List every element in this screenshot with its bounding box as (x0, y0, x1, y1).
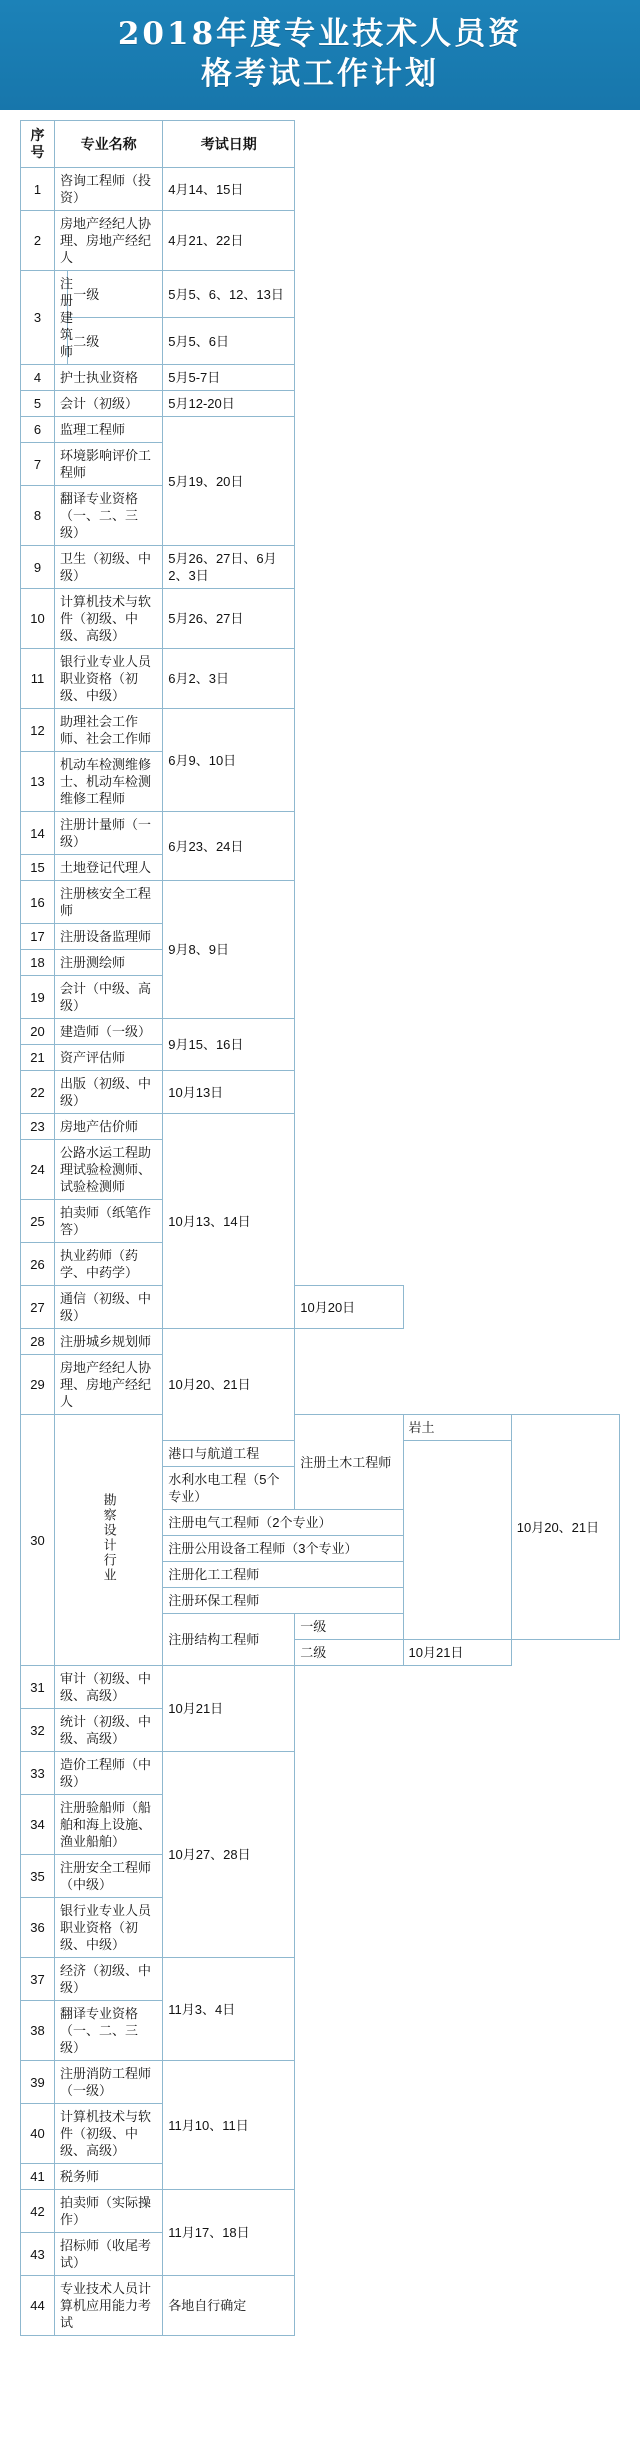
row-date: 9月15、16日 (163, 1019, 295, 1071)
row-name: 公路水运工程助理试验检测师、试验检测师 (55, 1140, 163, 1200)
row-name: 资产评估师 (55, 1045, 163, 1071)
row-date: 6月23、24日 (163, 812, 295, 881)
row-name: 注册安全工程师（中级） (55, 1855, 163, 1898)
row-name: 助理社会工作师、社会工作师 (55, 709, 163, 752)
table-row (21, 2104, 620, 2164)
row-name: 注册设备监理师 (55, 924, 163, 950)
table-row (21, 1019, 620, 1045)
row-no: 32 (21, 1709, 55, 1752)
row-name: 审计（初级、中级、高级） (55, 1666, 163, 1709)
row-date: 5月5、6日 (163, 318, 295, 365)
table-row (21, 1140, 620, 1200)
title-line-1: 2018年度专业技术人员资 (117, 16, 523, 52)
table-row (21, 211, 620, 271)
table-row (21, 1071, 620, 1114)
row-date: 10月20日 (295, 1286, 403, 1329)
row-name: 建造师（一级） (55, 1019, 163, 1045)
row-date: 11月17、18日 (163, 2190, 295, 2276)
row-no: 30 (21, 1415, 55, 1666)
row-name: 房地产估价师 (55, 1114, 163, 1140)
sub-level: 一级 (68, 271, 163, 318)
row-name: 执业药师（药学、中药学） (55, 1243, 163, 1286)
row-no: 17 (21, 924, 55, 950)
row-name: 计算机技术与软件（初级、中级、高级） (55, 589, 163, 649)
table-row (21, 1200, 620, 1243)
table-row (21, 2233, 620, 2276)
table-row (21, 2190, 620, 2233)
row-no: 8 (21, 486, 55, 546)
table-row (21, 417, 620, 443)
row-name: 经济（初级、中级） (55, 1958, 163, 2001)
row-name: 注册测绘师 (55, 950, 163, 976)
table-row (21, 1855, 620, 1898)
row-no: 40 (21, 2104, 55, 2164)
row-no: 9 (21, 546, 55, 589)
row-date: 6月2、3日 (163, 649, 295, 709)
table-row (21, 1286, 620, 1329)
row-no: 24 (21, 1140, 55, 1200)
row-no: 14 (21, 812, 55, 855)
row-no: 4 (21, 365, 55, 391)
row-date: 10月27、28日 (163, 1752, 295, 1958)
column-header-name: 专业名称 (55, 121, 163, 168)
row-name-wrap (55, 271, 163, 365)
row-date: 11月3、4日 (163, 1958, 295, 2061)
table-row (21, 1045, 620, 1071)
row-name: 卫生（初级、中级） (55, 546, 163, 589)
row-date: 4月14、15日 (163, 168, 295, 211)
sub-item: 注册化工工程师 (163, 1562, 403, 1588)
table-row (21, 1114, 620, 1140)
industry-label: 勘察设计行业 (55, 1415, 163, 1666)
row-no: 13 (21, 752, 55, 812)
row-name: 护士执业资格 (55, 365, 163, 391)
sub-item: 注册电气工程师（2个专业） (163, 1510, 403, 1536)
row-name: 翻译专业资格（一、二、三级） (55, 486, 163, 546)
row-date: 各地自行确定 (163, 2276, 295, 2336)
sub-item: 注册环保工程师 (163, 1588, 403, 1614)
row-no: 7 (21, 443, 55, 486)
row-no: 19 (21, 976, 55, 1019)
row-no: 23 (21, 1114, 55, 1140)
table-row (21, 1958, 620, 2001)
sub-item: 水利水电工程（5个专业） (163, 1467, 295, 1510)
row-no: 21 (21, 1045, 55, 1071)
row-no: 26 (21, 1243, 55, 1286)
table-row (21, 855, 620, 881)
table-row (21, 2164, 620, 2190)
table-row (21, 649, 620, 709)
table-row (21, 546, 620, 589)
row-name: 通信（初级、中级） (55, 1286, 163, 1329)
row-no: 28 (21, 1329, 55, 1355)
sub-group-label: 注册土木工程师 (295, 1415, 403, 1510)
row-name: 注册验船师（船舶和海上设施、渔业船舶） (55, 1795, 163, 1855)
table-row (21, 2061, 620, 2104)
row-name: 拍卖师（实际操作） (55, 2190, 163, 2233)
row-no: 38 (21, 2001, 55, 2061)
row-date: 10月21日 (403, 1640, 511, 1666)
row-no: 18 (21, 950, 55, 976)
row-name: 机动车检测维修士、机动车检测维修工程师 (55, 752, 163, 812)
row-no: 10 (21, 589, 55, 649)
row-no: 33 (21, 1752, 55, 1795)
row-name: 统计（初级、中级、高级） (55, 1709, 163, 1752)
title-line-2: 格考试工作计划 (201, 56, 439, 92)
table-row (21, 976, 620, 1019)
row-name: 注册建筑师 (55, 271, 68, 364)
row-name: 房地产经纪人协理、房地产经纪人 (55, 211, 163, 271)
row-name: 税务师 (55, 2164, 163, 2190)
row-no: 12 (21, 709, 55, 752)
table-body (21, 168, 620, 2336)
row-name: 专业技术人员计算机应用能力考试 (55, 2276, 163, 2336)
table-row (21, 1666, 620, 1709)
row-no: 6 (21, 417, 55, 443)
title-banner (0, 0, 640, 110)
row-date: 9月8、9日 (163, 881, 295, 1019)
column-header-no: 序号 (21, 121, 55, 168)
row-date: 10月13日 (163, 1071, 295, 1114)
table-row (21, 1243, 620, 1286)
table-row (21, 443, 620, 486)
row-date: 5月5-7日 (163, 365, 295, 391)
row-name: 监理工程师 (55, 417, 163, 443)
table-row (21, 1795, 620, 1855)
row-name: 咨询工程师（投资） (55, 168, 163, 211)
row-no: 36 (21, 1898, 55, 1958)
row-name: 计算机技术与软件（初级、中级、高级） (55, 2104, 163, 2164)
table-row (21, 486, 620, 546)
row-no: 35 (21, 1855, 55, 1898)
table-row (21, 1898, 620, 1958)
table-row (21, 709, 620, 752)
row-name: 环境影响评价工程师 (55, 443, 163, 486)
row-name: 银行业专业人员职业资格（初级、中级） (55, 1898, 163, 1958)
table-row (21, 365, 620, 391)
row-no: 34 (21, 1795, 55, 1855)
row-date: 10月13、14日 (163, 1114, 295, 1329)
row-no: 2 (21, 211, 55, 271)
table-row (21, 391, 620, 417)
row-date: 5月12-20日 (163, 391, 295, 417)
row-date: 10月20、21日 (511, 1415, 619, 1640)
row-no: 25 (21, 1200, 55, 1243)
table-row (21, 1752, 620, 1795)
table-row (21, 2001, 620, 2061)
row-name: 房地产经纪人协理、房地产经纪人 (55, 1355, 163, 1415)
row-name: 注册消防工程师（一级） (55, 2061, 163, 2104)
table-header-row (21, 121, 620, 168)
sub-group-label: 注册结构工程师 (163, 1614, 295, 1666)
row-name: 会计（中级、高级） (55, 976, 163, 1019)
table-row (21, 1355, 620, 1415)
row-no: 11 (21, 649, 55, 709)
table-row (21, 271, 620, 318)
row-no: 27 (21, 1286, 55, 1329)
sub-item: 二级 (295, 1640, 403, 1666)
table-row (21, 812, 620, 855)
row-no: 37 (21, 1958, 55, 2001)
row-no: 3 (21, 271, 55, 365)
row-no: 43 (21, 2233, 55, 2276)
table-row (21, 881, 620, 924)
sub-item: 岩土 (403, 1415, 511, 1441)
row-name: 银行业专业人员职业资格（初级、中级） (55, 649, 163, 709)
sub-item: 一级 (295, 1614, 403, 1640)
row-name: 造价工程师（中级） (55, 1752, 163, 1795)
row-name: 会计（初级） (55, 391, 163, 417)
row-no: 16 (21, 881, 55, 924)
row-date: 10月20、21日 (163, 1329, 295, 1441)
row-date: 5月5、6、12、13日 (163, 271, 295, 318)
row-no: 44 (21, 2276, 55, 2336)
row-no: 39 (21, 2061, 55, 2104)
row-date: 10月21日 (163, 1666, 295, 1752)
row-date: 5月19、20日 (163, 417, 295, 546)
row-no: 15 (21, 855, 55, 881)
table-row (21, 589, 620, 649)
row-name: 注册核安全工程师 (55, 881, 163, 924)
row-date: 5月26、27日、6月2、3日 (163, 546, 295, 589)
row-date: 11月10、11日 (163, 2061, 295, 2190)
table-row (21, 1415, 620, 1441)
table-row (21, 924, 620, 950)
sub-item: 注册公用设备工程师（3个专业） (163, 1536, 403, 1562)
table-row (21, 752, 620, 812)
sub-level: 二级 (68, 318, 163, 365)
row-no: 1 (21, 168, 55, 211)
row-no: 20 (21, 1019, 55, 1045)
row-date: 5月26、27日 (163, 589, 295, 649)
column-header-date: 考试日期 (163, 121, 295, 168)
row-no: 41 (21, 2164, 55, 2190)
row-no: 42 (21, 2190, 55, 2233)
row-no: 22 (21, 1071, 55, 1114)
row-name: 出版（初级、中级） (55, 1071, 163, 1114)
table-row (21, 168, 620, 211)
row-name: 注册计量师（一级） (55, 812, 163, 855)
row-name: 翻译专业资格（一、二、三级） (55, 2001, 163, 2061)
sub-item: 港口与航道工程 (163, 1441, 295, 1467)
row-no: 31 (21, 1666, 55, 1709)
table-row (21, 2276, 620, 2336)
exam-schedule-table (20, 120, 620, 2336)
row-name: 注册城乡规划师 (55, 1329, 163, 1355)
row-name: 土地登记代理人 (55, 855, 163, 881)
table-row (21, 1709, 620, 1752)
row-no: 29 (21, 1355, 55, 1415)
table-row (21, 950, 620, 976)
table-row (21, 1329, 620, 1355)
row-name: 招标师（收尾考试） (55, 2233, 163, 2276)
row-date: 4月21、22日 (163, 211, 295, 271)
row-no: 5 (21, 391, 55, 417)
row-date: 6月9、10日 (163, 709, 295, 812)
row-name: 拍卖师（纸笔作答） (55, 1200, 163, 1243)
